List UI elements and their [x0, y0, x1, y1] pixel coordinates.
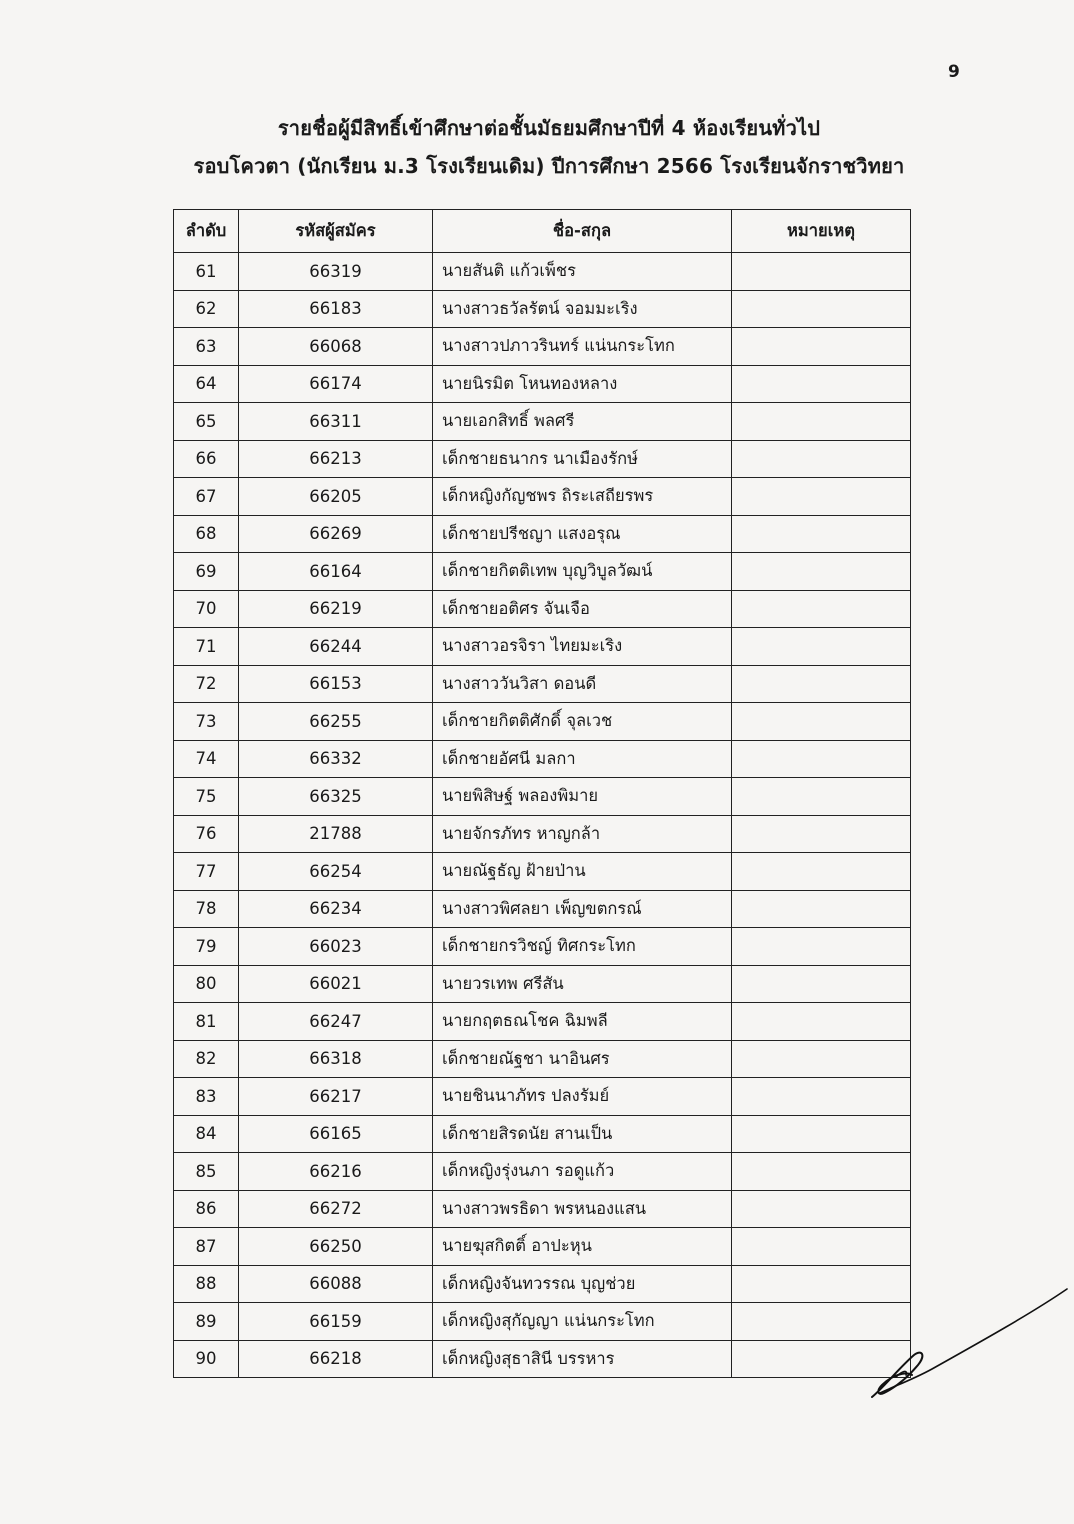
table-row — [174, 815, 911, 853]
full-name-cell: เด็กหญิงรุ่งนภา รอดูแก้ว — [433, 1153, 732, 1191]
remarks-cell — [732, 928, 911, 966]
table-row — [174, 403, 911, 441]
table-row — [174, 928, 911, 966]
order-cell: 85 — [174, 1153, 239, 1191]
table-row — [174, 1228, 911, 1266]
table-row — [174, 440, 911, 478]
applicant-code-cell: 66332 — [239, 740, 433, 778]
applicant-code-cell: 66254 — [239, 853, 433, 891]
applicant-code-cell: 66153 — [239, 665, 433, 703]
full-name-cell: เด็กหญิงกัญชพร ถิระเสถียรพร — [433, 478, 732, 516]
page-number: 9 — [948, 62, 960, 82]
remarks-cell — [732, 665, 911, 703]
table-row — [174, 553, 911, 591]
table-row — [174, 703, 911, 741]
order-cell: 90 — [174, 1340, 239, 1378]
document-subtitle: รอบโควตา (นักเรียน ม.3 โรงเรียนเดิม) ปีการศึกษา 2566 โรงเรียนจักราชวิทยา — [193, 154, 905, 178]
remarks-cell — [732, 628, 911, 666]
applicant-code-cell: 66023 — [239, 928, 433, 966]
order-cell: 73 — [174, 703, 239, 741]
full-name-cell: เด็กหญิงจันทวรรณ บุญช่วย — [433, 1265, 732, 1303]
table-row — [174, 515, 911, 553]
remarks-cell — [732, 1153, 911, 1191]
full-name-cell: เด็กชายกรวิชญ์ ทิศกระโทก — [433, 928, 732, 966]
table-row — [174, 740, 911, 778]
full-name-cell: เด็กชายปรีชญา แสงอรุณ — [433, 515, 732, 553]
table-row — [174, 853, 911, 891]
applicant-code-cell: 66159 — [239, 1303, 433, 1341]
column-header-applicant-code: รหัสผู้สมัคร — [239, 210, 433, 253]
remarks-cell — [732, 1040, 911, 1078]
applicant-code-cell: 66174 — [239, 365, 433, 403]
table-row — [174, 1115, 911, 1153]
full-name-cell: นายพิสิษฐ์ พลองพิมาย — [433, 778, 732, 816]
table-row — [174, 1340, 911, 1378]
order-cell: 86 — [174, 1190, 239, 1228]
signature — [862, 1283, 1074, 1413]
full-name-cell: เด็กชายกิตติศักดิ์ จุลเวช — [433, 703, 732, 741]
remarks-cell — [732, 1228, 911, 1266]
table-row — [174, 1003, 911, 1041]
student-roster-table — [173, 209, 911, 1378]
remarks-cell — [732, 515, 911, 553]
order-cell: 79 — [174, 928, 239, 966]
order-cell: 89 — [174, 1303, 239, 1341]
applicant-code-cell: 66205 — [239, 478, 433, 516]
remarks-cell — [732, 1115, 911, 1153]
table-row — [174, 1153, 911, 1191]
order-cell: 74 — [174, 740, 239, 778]
order-cell: 61 — [174, 253, 239, 291]
applicant-code-cell: 66068 — [239, 328, 433, 366]
applicant-code-cell: 66255 — [239, 703, 433, 741]
full-name-cell: นายณัฐธัญ ฝ้ายป่าน — [433, 853, 732, 891]
full-name-cell: เด็กชายอัศนี มลกา — [433, 740, 732, 778]
order-cell: 71 — [174, 628, 239, 666]
full-name-cell: นางสาวพรธิดา พรหนองแสน — [433, 1190, 732, 1228]
table-row — [174, 628, 911, 666]
full-name-cell: เด็กชายกิตติเทพ บุญวิบูลวัฒน์ — [433, 553, 732, 591]
applicant-code-cell: 66216 — [239, 1153, 433, 1191]
remarks-cell — [732, 403, 911, 441]
full-name-cell: นางสาวปภาวรินทร์ แน่นกระโทก — [433, 328, 732, 366]
applicant-code-cell: 66234 — [239, 890, 433, 928]
table-row — [174, 253, 911, 291]
order-cell: 67 — [174, 478, 239, 516]
remarks-cell — [732, 853, 911, 891]
applicant-code-cell: 66250 — [239, 1228, 433, 1266]
applicant-code-cell: 21788 — [239, 815, 433, 853]
applicant-code-cell: 66164 — [239, 553, 433, 591]
remarks-cell — [732, 778, 911, 816]
table-row — [174, 478, 911, 516]
full-name-cell: นายนิรมิต โหนทองหลาง — [433, 365, 732, 403]
remarks-cell — [732, 440, 911, 478]
full-name-cell: นายฆุสกิตติ์ อาปะหุน — [433, 1228, 732, 1266]
remarks-cell — [732, 1078, 911, 1116]
full-name-cell: นางสาวพิศลยา เพ็ญขตกรณ์ — [433, 890, 732, 928]
order-cell: 70 — [174, 590, 239, 628]
applicant-code-cell: 66165 — [239, 1115, 433, 1153]
order-cell: 64 — [174, 365, 239, 403]
remarks-cell — [732, 553, 911, 591]
order-cell: 65 — [174, 403, 239, 441]
order-cell: 76 — [174, 815, 239, 853]
applicant-code-cell: 66217 — [239, 1078, 433, 1116]
table-row — [174, 328, 911, 366]
remarks-cell — [732, 478, 911, 516]
applicant-code-cell: 66244 — [239, 628, 433, 666]
order-cell: 88 — [174, 1265, 239, 1303]
order-cell: 75 — [174, 778, 239, 816]
table-row — [174, 590, 911, 628]
table-row — [174, 365, 911, 403]
applicant-code-cell: 66219 — [239, 590, 433, 628]
order-cell: 82 — [174, 1040, 239, 1078]
table-row — [174, 965, 911, 1003]
order-cell: 83 — [174, 1078, 239, 1116]
column-header-full-name: ชื่อ-สกุล — [433, 210, 732, 253]
table-row — [174, 290, 911, 328]
table-row — [174, 1040, 911, 1078]
order-cell: 78 — [174, 890, 239, 928]
order-cell: 84 — [174, 1115, 239, 1153]
applicant-code-cell: 66318 — [239, 1040, 433, 1078]
table-body — [174, 253, 911, 1378]
applicant-code-cell: 66319 — [239, 253, 433, 291]
remarks-cell — [732, 815, 911, 853]
header-row — [174, 210, 911, 253]
table-row — [174, 1265, 911, 1303]
order-cell: 62 — [174, 290, 239, 328]
applicant-code-cell: 66213 — [239, 440, 433, 478]
full-name-cell: เด็กหญิงสุกัญญา แน่นกระโทก — [433, 1303, 732, 1341]
applicant-code-cell: 66021 — [239, 965, 433, 1003]
column-header-order: ลำดับ — [174, 210, 239, 253]
applicant-code-cell: 66269 — [239, 515, 433, 553]
remarks-cell — [732, 365, 911, 403]
remarks-cell — [732, 328, 911, 366]
table-row — [174, 778, 911, 816]
applicant-code-cell: 66218 — [239, 1340, 433, 1378]
applicant-code-cell: 66088 — [239, 1265, 433, 1303]
document-title: รายชื่อผู้มีสิทธิ์เข้าศึกษาต่อชั้นมัธยมศึกษาปีที่ 4 ห้องเรียนทั่วไป — [277, 116, 821, 140]
full-name-cell: เด็กชายณัฐชา นาอินศร — [433, 1040, 732, 1078]
remarks-cell — [732, 290, 911, 328]
full-name-cell: เด็กหญิงสุธาสินี บรรหาร — [433, 1340, 732, 1378]
applicant-code-cell: 66311 — [239, 403, 433, 441]
table-row — [174, 890, 911, 928]
order-cell: 66 — [174, 440, 239, 478]
full-name-cell: นางสาววันวิสา ดอนดี — [433, 665, 732, 703]
order-cell: 81 — [174, 1003, 239, 1041]
table-row — [174, 1190, 911, 1228]
applicant-code-cell: 66272 — [239, 1190, 433, 1228]
table-row — [174, 1303, 911, 1341]
full-name-cell: เด็กชายธนากร นาเมืองรักษ์ — [433, 440, 732, 478]
applicant-code-cell: 66247 — [239, 1003, 433, 1041]
remarks-cell — [732, 703, 911, 741]
applicant-code-cell: 66325 — [239, 778, 433, 816]
order-cell: 69 — [174, 553, 239, 591]
remarks-cell — [732, 253, 911, 291]
order-cell: 87 — [174, 1228, 239, 1266]
table-row — [174, 665, 911, 703]
remarks-cell — [732, 1003, 911, 1041]
full-name-cell: นายจักรภัทร หาญกล้า — [433, 815, 732, 853]
full-name-cell: เด็กชายอติศร จันเจือ — [433, 590, 732, 628]
remarks-cell — [732, 590, 911, 628]
full-name-cell: นางสาวธวัลรัตน์ จอมมะเริง — [433, 290, 732, 328]
column-header-remarks: หมายเหตุ — [732, 210, 911, 253]
table-header — [174, 210, 911, 253]
remarks-cell — [732, 740, 911, 778]
order-cell: 72 — [174, 665, 239, 703]
remarks-cell — [732, 890, 911, 928]
full-name-cell: เด็กชายสิรดนัย สานเป็น — [433, 1115, 732, 1153]
table-row — [174, 1078, 911, 1116]
order-cell: 68 — [174, 515, 239, 553]
remarks-cell — [732, 965, 911, 1003]
full-name-cell: นายวรเทพ ศรีสัน — [433, 965, 732, 1003]
applicant-code-cell: 66183 — [239, 290, 433, 328]
order-cell: 77 — [174, 853, 239, 891]
full-name-cell: นายกฤตธณโชค ฉิมพลี — [433, 1003, 732, 1041]
full-name-cell: นายชินนาภัทร ปลงรัมย์ — [433, 1078, 732, 1116]
remarks-cell — [732, 1190, 911, 1228]
full-name-cell: นายสันติ แก้วเพ็ชร — [433, 253, 732, 291]
order-cell: 80 — [174, 965, 239, 1003]
full-name-cell: นางสาวอรจิรา ไทยมะเริง — [433, 628, 732, 666]
full-name-cell: นายเอกสิทธิ์ พลศรี — [433, 403, 732, 441]
order-cell: 63 — [174, 328, 239, 366]
